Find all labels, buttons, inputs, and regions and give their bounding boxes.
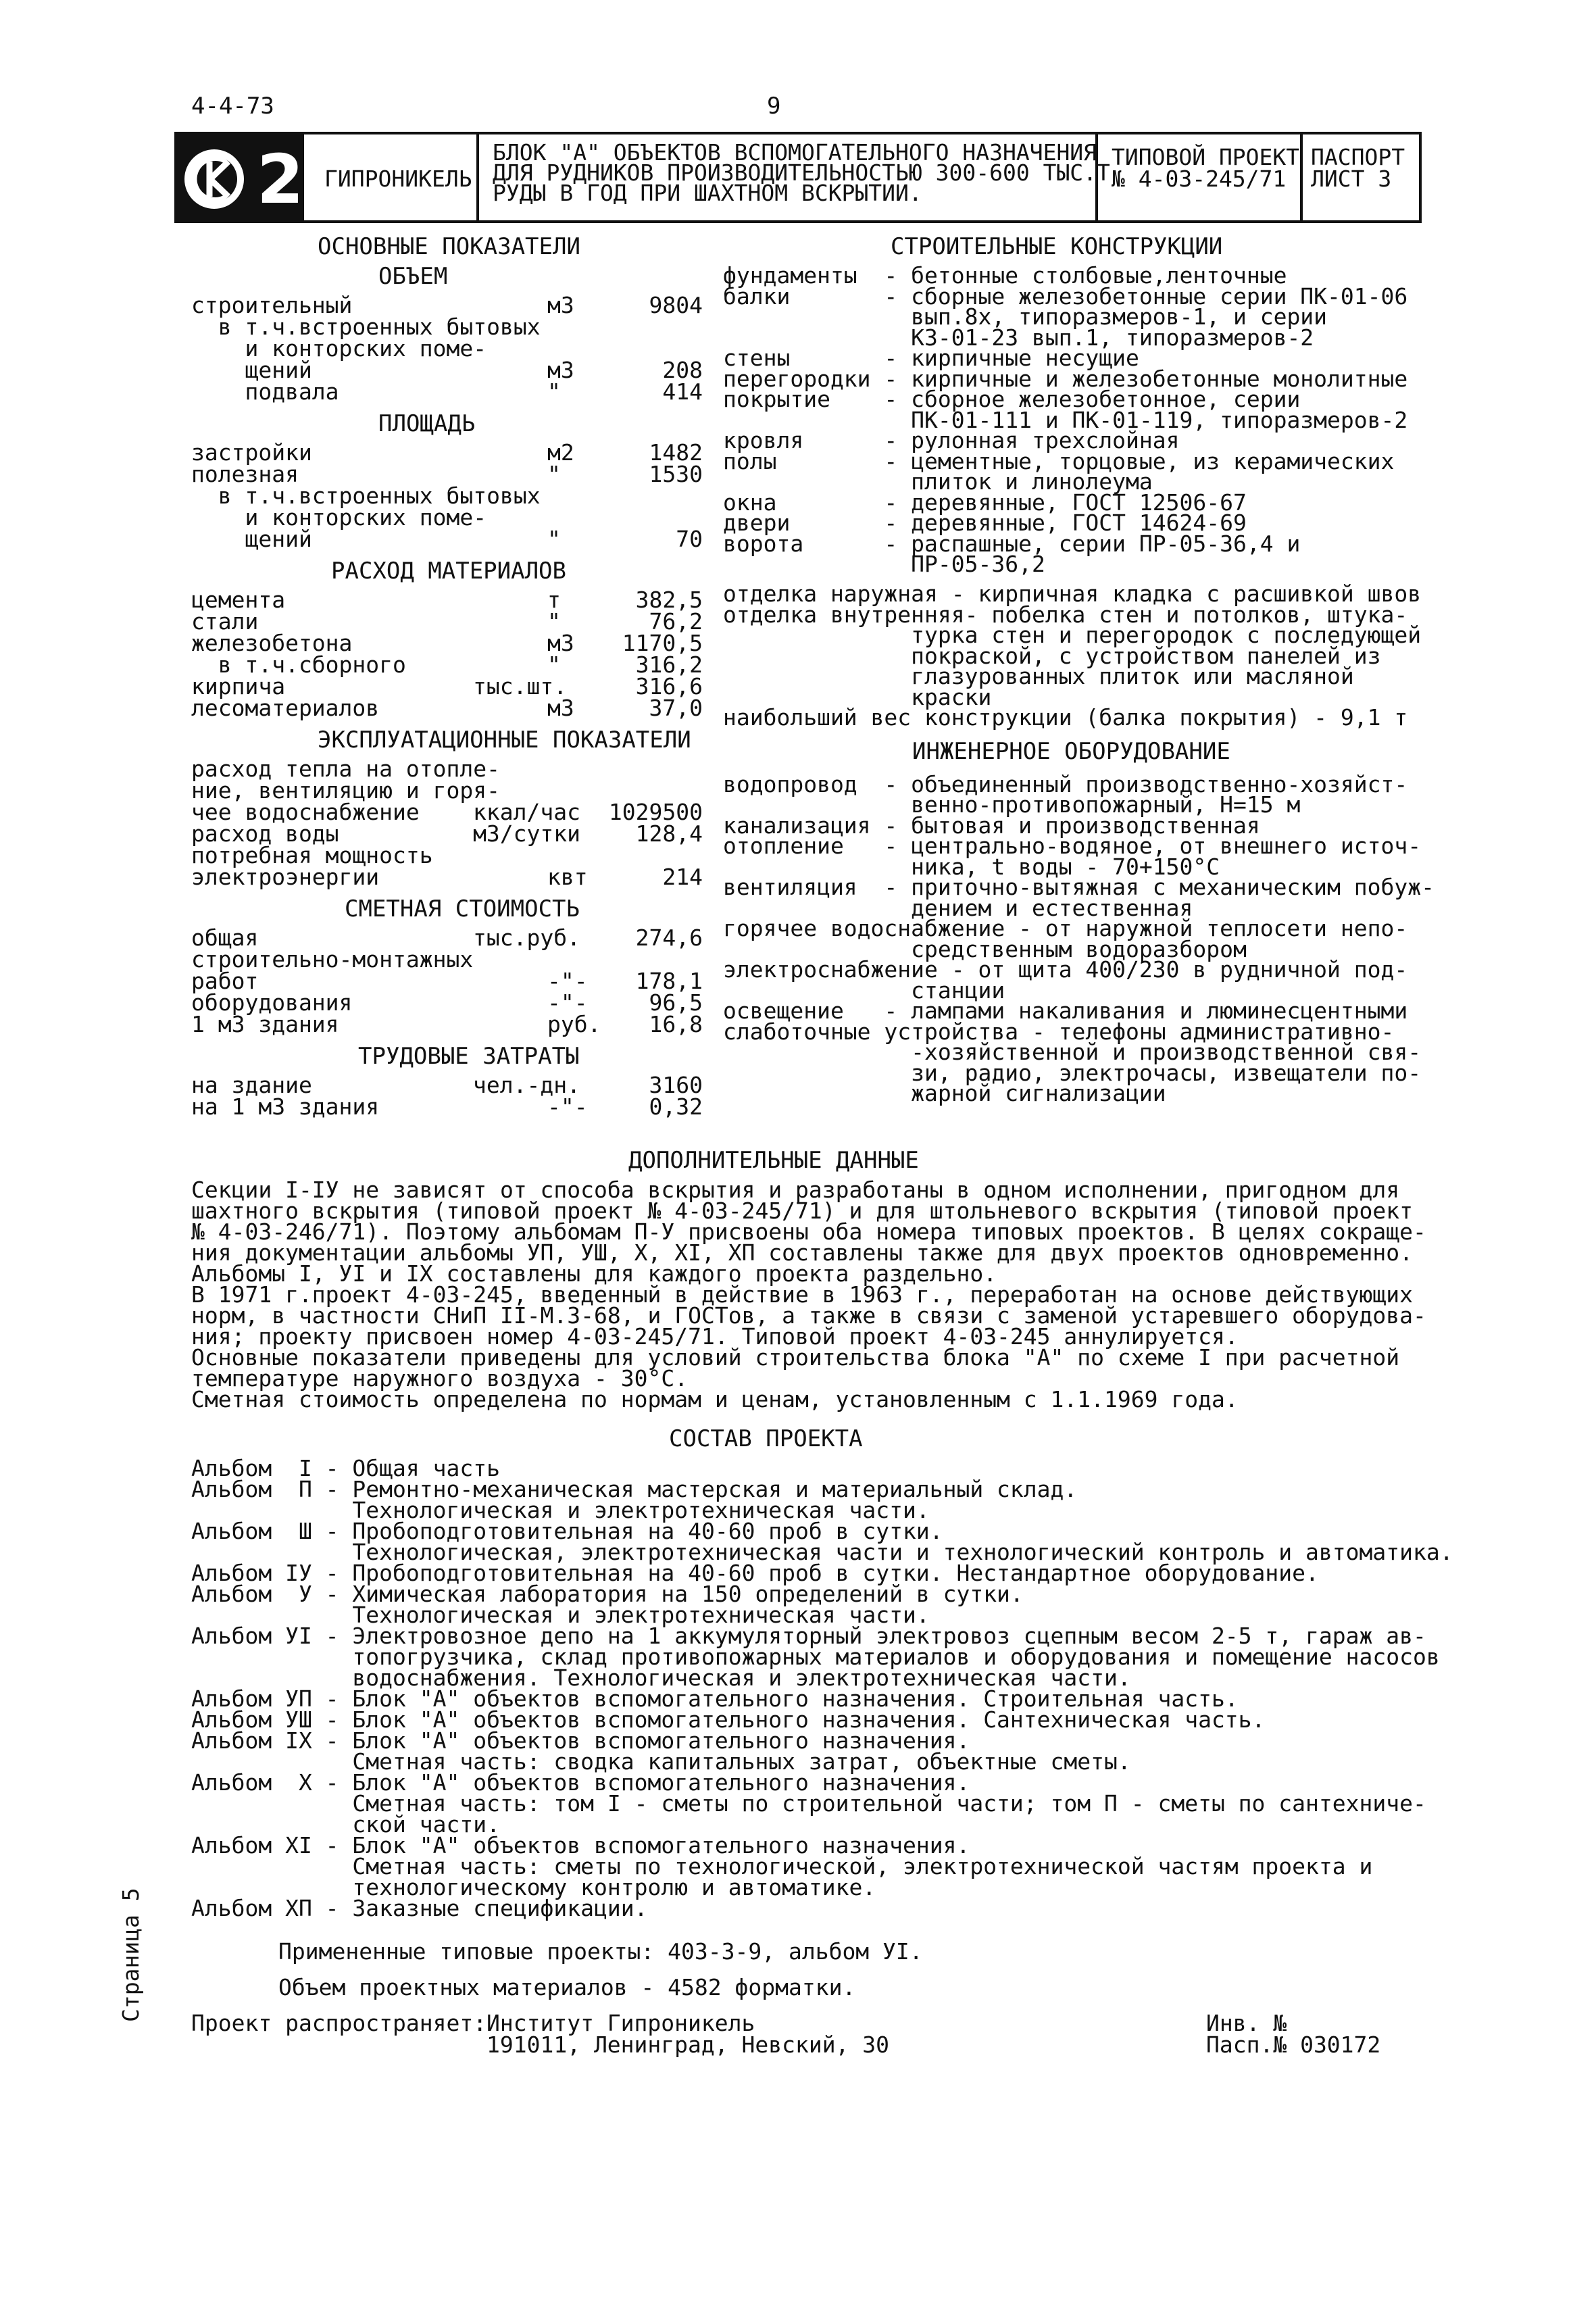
structure-line: ПК-01-111 и ПК-01-119, типоразмеров-2 <box>723 406 1408 433</box>
structure-line: отделка внутренняя- побелка стен и потолков, штука- <box>723 601 1408 628</box>
album-line: Альбом УШ - Блок "А" объектов вспомогательного назначения. Сантехническая часть. <box>191 1706 1266 1733</box>
album-line: технологическому контролю и автоматике. <box>191 1874 876 1900</box>
indicator-value: 382,5 <box>635 587 703 613</box>
indicator-value: 3160 <box>649 1072 703 1098</box>
indicator-label: на 1 м3 здания <box>191 1093 380 1120</box>
indicator-unit: т <box>547 587 561 613</box>
album-line: Альбом IУ - Пробоподготовительная на 40-60 проб в сутки. Нестандартное оборудование. <box>191 1560 1319 1586</box>
album-line: Альбом Х - Блок "А" объектов вспомогательного назначения. <box>191 1769 970 1796</box>
title-cell <box>476 132 1110 223</box>
distributor-name: Институт Гипроникель <box>487 2010 755 2036</box>
structure-line: глазурованных плиток или масляной <box>723 663 1354 689</box>
indicator-value: 9804 <box>649 292 703 318</box>
structure-line: балки - сборные железобетонные серии ПК-01-06 <box>723 282 1408 310</box>
engineering-line: венно-противопожарный, Н=15 м <box>723 791 1301 818</box>
indicator-label: застройки <box>191 439 312 466</box>
indicator-label: электроэнергии <box>191 864 380 890</box>
additional-data-line: шахтного вскрытия (типовой проект № 4-03-245/71) и для штольневого вскрытия (типовой проект <box>191 1198 1413 1224</box>
indicator-unit: м3 <box>547 292 574 318</box>
page-number: 9 <box>767 93 781 120</box>
project-cell <box>1095 132 1303 223</box>
additional-data-line: Сметная стоимость определена по нормам и ценам, установленным с 1.1.1969 года. <box>191 1386 1239 1412</box>
additional-data-line: № 4-03-246/71). Поэтому альбомам П-У присвоены оба номера типовых проектов. В целях сокраще- <box>191 1218 1426 1245</box>
indicator-unit: квт <box>547 864 588 890</box>
indicator-unit: " <box>547 378 561 405</box>
indicator-label: общая <box>191 925 259 951</box>
indicator-unit: " <box>547 526 561 552</box>
indicator-label: ние, вентиляцию и горя- <box>191 777 500 804</box>
basic-indicators-title: ОСНОВНЫЕ ПОКАЗАТЕЛИ <box>318 233 580 260</box>
structure-line: турка стен и перегородок с последующей <box>723 622 1422 648</box>
indicator-label: строительный <box>191 292 353 318</box>
indicator-value: 178,1 <box>635 968 703 994</box>
indicator-label: расход воды <box>191 820 339 847</box>
indicator-label: на здание <box>191 1072 312 1098</box>
additional-data-line: ния документации альбомы УП, УШ, Х, ХI, ХП составлены также для двух проектов одновременно. <box>191 1239 1413 1266</box>
inventory-number: Инв. № <box>1206 2010 1287 2036</box>
indicator-unit: -"- <box>547 1093 588 1120</box>
passport-number: Пасп.№ 030172 <box>1206 2032 1381 2058</box>
album-line: Сметная часть: сметы по технологической, электротехнической частям проекта и <box>191 1853 1373 1879</box>
engineering-line: электроснабжение - от щита 400/230 в рудничной под- <box>723 956 1408 983</box>
engineering-title: ИНЖЕНЕРНОЕ ОБОРУДОВАНИЕ <box>912 737 1230 765</box>
indicator-value: 37,0 <box>649 695 703 721</box>
album-line: Технологическая и электротехническая части. <box>191 1602 930 1628</box>
indicator-label: полезная <box>191 461 299 487</box>
org-name: ГИПРОНИКЕЛЬ <box>324 166 472 192</box>
album-line: Сметная часть: сводка капитальных затрат, объектные сметы. <box>191 1748 1131 1775</box>
composition-title: СОСТАВ ПРОЕКТА <box>669 1425 863 1452</box>
additional-data-title: ДОПОЛНИТЕЛЬНЫЕ ДАННЫЕ <box>628 1147 919 1174</box>
indicator-label: стали <box>191 608 259 635</box>
album-line: Технологическая, электротехническая части и технологический контроль и автоматика. <box>191 1539 1453 1565</box>
album-line: Альбом I - Общая часть <box>191 1455 500 1481</box>
structure-line: покрытие - сборное железобетонное, серии <box>723 386 1301 412</box>
additional-data-line: Основные показатели приведены для условий строительства блока "А" по схеме I при расчетной <box>191 1344 1400 1371</box>
indicator-label: 1 м3 здания <box>191 1011 339 1037</box>
engineering-line: -хозяйственной и производственной свя- <box>723 1039 1422 1065</box>
distributor-address: 191011, Ленинград, Невский, 30 <box>487 2032 890 2058</box>
engineering-line: горячее водоснабжение - от наружной теплосети непо- <box>723 915 1408 941</box>
structure-line: ПР-05-36,2 <box>723 551 1045 577</box>
indicator-value: 274,6 <box>635 925 703 951</box>
additional-data-line: норм, в частности СНиП II-М.3-68, и ГОСТов, а также в связи с заменой устаревшего оборудова- <box>191 1302 1426 1329</box>
indicator-label: цемента <box>191 587 286 613</box>
structure-line: отделка наружная - кирпичная кладка с расшивкой швов <box>723 581 1422 607</box>
indicator-label: в т.ч.встроенных бытовых <box>191 314 541 340</box>
structure-line: покраской, с устройством панелей из <box>723 642 1381 669</box>
materials-volume: Объем проектных материалов - 4582 форматки. <box>278 1974 856 2000</box>
indicator-label: щений <box>191 526 312 552</box>
indicator-label: в т.ч.сборного <box>191 651 406 678</box>
indicator-value: 214 <box>662 864 703 890</box>
indicator-unit: -"- <box>547 989 588 1016</box>
album-line: водоснабжения. Технологическая и электротехническая части. <box>191 1665 1131 1691</box>
structure-line: перегородки - кирпичные и железобетонные монолитные <box>723 365 1408 392</box>
section-heading: ТРУДОВЫЕ ЗАТРАТЫ <box>358 1043 580 1070</box>
engineering-line: отопление - центрально-водяное, от внешнего источ- <box>723 833 1422 859</box>
structure-line: окна - деревянные, ГОСТ 12506-67 <box>723 489 1247 516</box>
indicator-unit: тыс.шт. <box>473 673 568 699</box>
doc-title-line-2: ДЛЯ РУДНИКОВ ПРОИЗВОДИТЕЛЬНОСТЬЮ 300-600 ТЫС.Т <box>493 159 1110 186</box>
document-code: 4-4-73 <box>191 93 274 120</box>
indicator-unit: ккал/час <box>473 799 580 825</box>
indicator-value: 1170,5 <box>622 630 703 656</box>
section-heading: ПЛОЩАДЬ <box>378 410 476 437</box>
structure-line: КЗ-01-23 вып.1, типоразмеров-2 <box>723 324 1314 351</box>
structure-line: кровля - рулонная трехслойная <box>723 427 1180 453</box>
album-line: Альбом УI - Электровозное депо на 1 аккумуляторный электровоз сцепным весом 2-5 т, гараж ав- <box>191 1623 1426 1649</box>
indicator-value: 76,2 <box>649 608 703 635</box>
doc-title-line-3: РУДЫ В ГОД ПРИ ШАХТНОМ ВСКРЫТИИ. <box>493 180 922 206</box>
structure-line: стены - кирпичные несущие <box>723 345 1139 371</box>
structure-line: полы - цементные, торцовые, из керамических <box>723 447 1395 474</box>
indicator-value: 316,2 <box>635 651 703 678</box>
engineering-line: дением и естественная <box>723 894 1193 921</box>
sheet-label: ЛИСТ 3 <box>1311 166 1392 192</box>
structure-line: вып.8х, типоразмеров-1, и серии <box>723 303 1328 330</box>
indicator-label: и конторских поме- <box>191 335 487 362</box>
indicator-label: железобетона <box>191 630 353 656</box>
engineering-line: освещение - лампами накаливания и люминесцентными <box>723 998 1408 1024</box>
engineering-line: ника, t воды - 70+150°С <box>723 853 1220 880</box>
indicator-unit: чел.-дн. <box>473 1072 580 1098</box>
indicator-value: 96,5 <box>649 989 703 1016</box>
engineering-line: станции <box>723 977 1005 1004</box>
indicator-unit: м3 <box>547 695 574 721</box>
passport-label: ПАСПОРТ <box>1311 144 1405 170</box>
indicator-label: потребная мощность <box>191 842 433 868</box>
project-number: № 4-03-245/71 <box>1112 166 1287 192</box>
indicator-label: кирпича <box>191 673 286 699</box>
album-line: ской части. <box>191 1811 500 1838</box>
album-line: Альбом ХП - Заказные спецификации. <box>191 1895 648 1921</box>
structure-line: наибольший вес конструкции (балка покрытия) - 9,1 т <box>723 704 1408 731</box>
indicator-unit: " <box>547 608 561 635</box>
section-heading: РАСХОД МАТЕРИАЛОВ <box>331 558 566 585</box>
indicator-label: работ <box>191 968 259 994</box>
album-line: топогрузчика, склад противопожарных материалов и оборудования и помещение насосов <box>191 1644 1440 1670</box>
structure-line: двери - деревянные, ГОСТ 14624-69 <box>723 510 1247 536</box>
section-heading: ОБЪЕМ <box>378 263 448 290</box>
indicator-unit: " <box>547 651 561 678</box>
org-cell <box>301 132 479 223</box>
indicator-unit: м3 <box>547 357 574 383</box>
additional-data-line: В 1971 г.проект 4-03-245, введенный в действие в 1963 г., переработан на основе действующих <box>191 1281 1413 1308</box>
indicator-value: 1029500 <box>608 799 703 825</box>
indicator-unit: м3/сутки <box>473 820 580 847</box>
structure-line: ворота - распашные, серии ПР-05-36,4 и <box>723 530 1301 557</box>
indicator-value: 316,6 <box>635 673 703 699</box>
indicator-value: 128,4 <box>635 820 703 847</box>
indicator-label: лесоматериалов <box>191 695 380 721</box>
engineering-line: слаботочные устройства - телефоны административно- <box>723 1018 1395 1045</box>
indicator-unit: м2 <box>547 439 574 466</box>
indicator-unit: руб. <box>547 1011 601 1037</box>
additional-data-line: Альбомы I, УI и IХ составлены для каждого проекта раздельно. <box>191 1260 997 1287</box>
indicator-label: чее водоснабжение <box>191 799 420 825</box>
album-line: Альбом ХI - Блок "А" объектов вспомогательного назначения. <box>191 1832 970 1858</box>
distributor-label: Проект распространяет: <box>191 2010 487 2036</box>
engineering-line: вентиляция - приточно-вытяжная с механическим побуж- <box>723 874 1435 900</box>
engineering-line: жарной сигнализации <box>723 1080 1166 1106</box>
indicator-value: 1530 <box>649 461 703 487</box>
indicator-label: расход тепла на отопле- <box>191 756 500 782</box>
album-line: Альбом П - Ремонтно-механическая мастерская и материальный склад. <box>191 1476 1078 1502</box>
indicator-value: 0,32 <box>649 1093 703 1120</box>
indicator-label: в т.ч.встроенных бытовых <box>191 483 541 509</box>
album-line: Альбом Ш - Пробоподготовительная на 40-60 проб в сутки. <box>191 1518 943 1544</box>
indicator-value: 1482 <box>649 439 703 466</box>
album-line: Альбом IХ - Блок "А" объектов вспомогательного назначения. <box>191 1727 970 1754</box>
additional-data-line: ния; проекту присвоен номер 4-03-245/71. Типовой проект 4-03-245 аннулируется. <box>191 1323 1239 1350</box>
project-label: ТИПОВОЙ ПРОЕКТ <box>1112 144 1300 170</box>
indicator-label: и конторских поме- <box>191 504 487 531</box>
section-heading: СМЕТНАЯ СТОИМОСТЬ <box>345 895 580 922</box>
section-heading: ЭКСПЛУАТАЦИОННЫЕ ПОКАЗАТЕЛИ <box>318 727 691 754</box>
engineering-line: средственным водоразбором <box>723 935 1247 962</box>
additional-data-line: температуре наружного воздуха - 30°С. <box>191 1365 689 1392</box>
engineering-line: водопровод - объединенный производственно-хозяйст- <box>723 770 1408 797</box>
album-line: Сметная часть: том I - сметы по строительной части; том П - сметы по сантехниче- <box>191 1790 1426 1817</box>
album-line: Технологическая и электротехническая части. <box>191 1497 930 1523</box>
structure-line: плиток и линолеума <box>723 468 1153 495</box>
album-line: Альбом У - Химическая лаборатория на 150 определений в сутки. <box>191 1581 1024 1607</box>
side-page-label: Страница 5 <box>118 1888 144 2022</box>
logo <box>174 132 304 223</box>
indicator-label: щений <box>191 357 312 383</box>
indicator-unit: м3 <box>547 630 574 656</box>
structure-line: краски <box>723 683 992 710</box>
structure-line: фундаменты - бетонные столбовые,ленточные <box>723 262 1287 289</box>
indicator-label: строительно-монтажных <box>191 946 474 973</box>
indicator-unit: " <box>547 461 561 487</box>
additional-data-line: Секции I-IУ не зависят от способа вскрытия и разработаны в одном исполнении, пригодном для <box>191 1177 1400 1203</box>
structures-title: СТРОИТЕЛЬНЫЕ КОНСТРУКЦИИ <box>891 233 1223 260</box>
indicator-unit: тыс.руб. <box>473 925 580 951</box>
indicator-value: 16,8 <box>649 1011 703 1037</box>
indicator-value: 414 <box>662 378 703 405</box>
indicator-unit: -"- <box>547 968 588 994</box>
engineering-line: канализация - бытовая и производственная <box>723 812 1260 839</box>
indicator-value: 70 <box>676 526 703 552</box>
indicator-value: 208 <box>662 357 703 383</box>
album-line: Альбом УП - Блок "А" объектов вспомогательного назначения. Строительная часть. <box>191 1685 1239 1712</box>
indicator-label: подвала <box>191 378 339 405</box>
logo-digit: 2 <box>257 140 304 219</box>
passport-cell <box>1300 132 1422 223</box>
indicator-label: оборудования <box>191 989 353 1016</box>
doc-title-line-1: БЛОК "А" ОБЪЕКТОВ ВСПОМОГАТЕЛЬНОГО НАЗНАЧЕНИЯ <box>493 139 1097 166</box>
engineering-line: зи, радио, электрочасы, извещатели по- <box>723 1059 1422 1086</box>
applied-projects: Примененные типовые проекты: 403-3-9, альбом УI. <box>278 1938 923 1965</box>
